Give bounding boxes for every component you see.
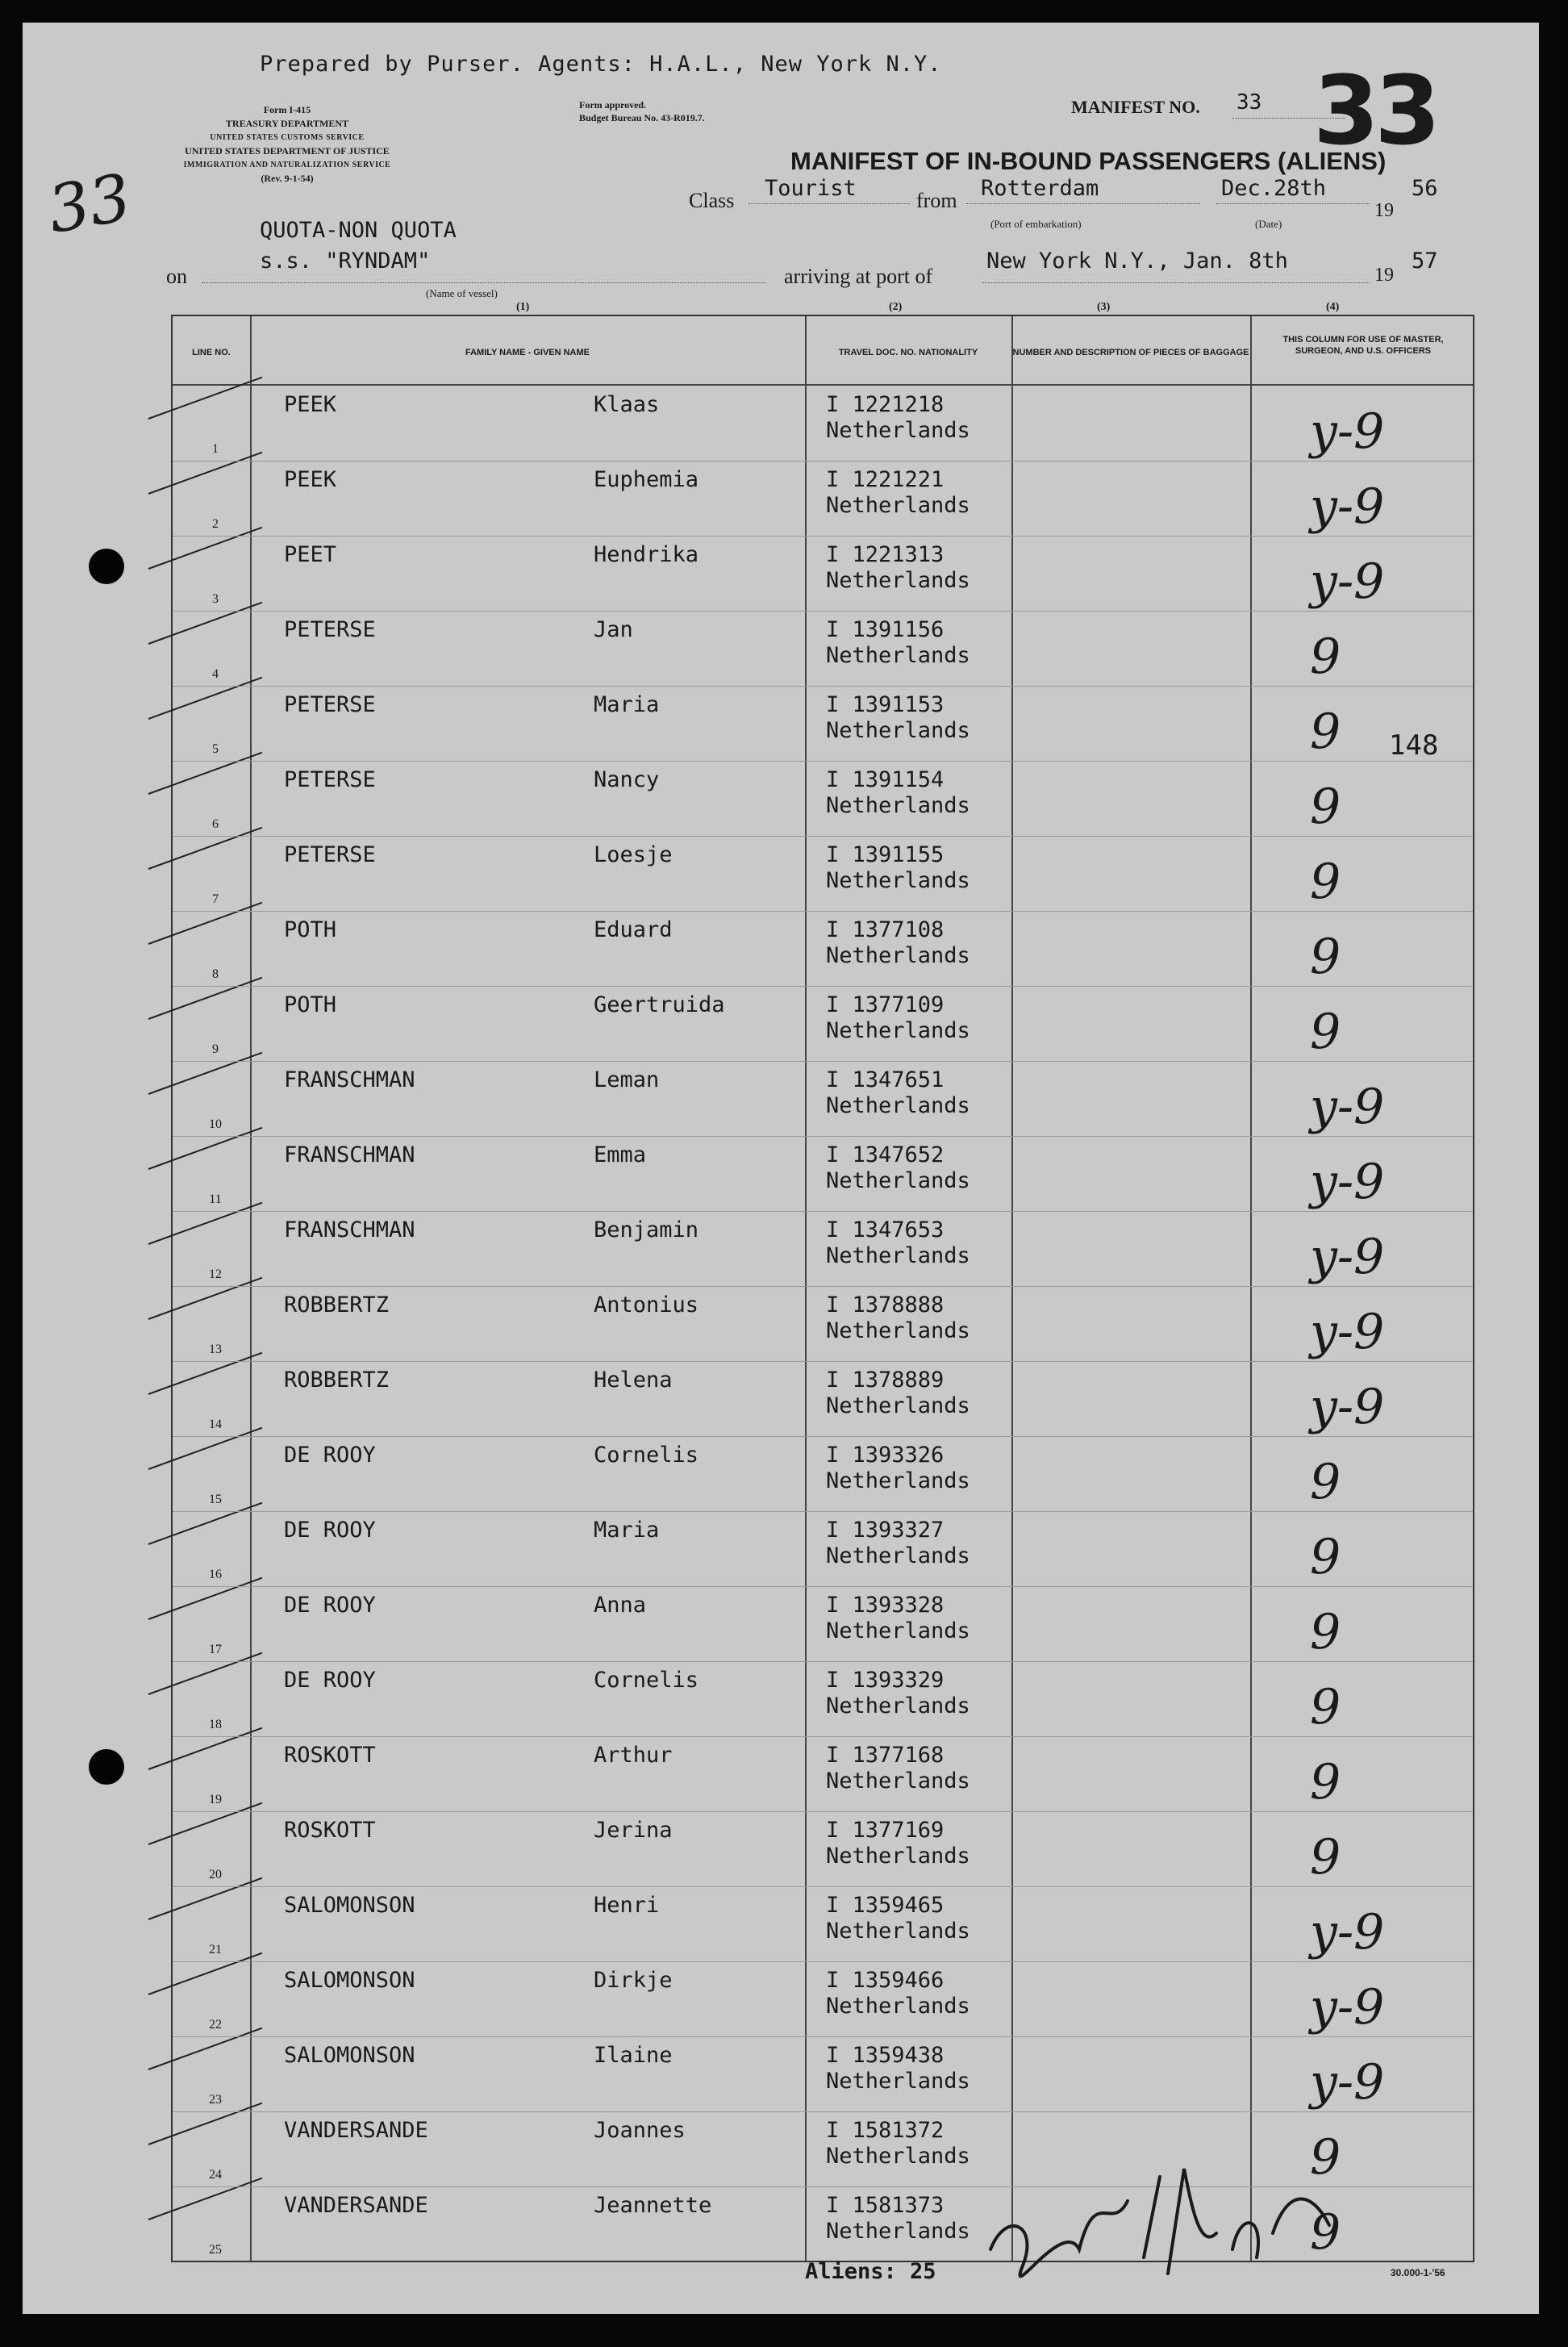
embarkation-year-prefix: 19	[1374, 200, 1394, 221]
officer-mark: 9	[1310, 929, 1341, 985]
on-label: on	[166, 265, 187, 288]
embarkation-year-suffix: 56	[1412, 176, 1438, 201]
travel-doc-no: I 1359438	[826, 2043, 945, 2068]
travel-doc-no: I 1391154	[826, 767, 945, 792]
table-row	[173, 1811, 1473, 1886]
given-name: Jerina	[594, 1818, 673, 1843]
officer-mark: 9	[1310, 1679, 1341, 1735]
travel-doc-no: I 1377168	[826, 1743, 945, 1768]
family-name: PETERSE	[284, 842, 376, 867]
family-name: POTH	[284, 992, 337, 1017]
table-row	[173, 1511, 1473, 1586]
given-name: Joannes	[594, 2118, 686, 2143]
officer-mark: y-9	[1310, 1379, 1385, 1435]
form-revision: (Rev. 9-1-54)	[261, 173, 314, 184]
line-number: 8	[212, 967, 219, 981]
nationality: Netherlands	[826, 1769, 970, 1794]
officer-mark: 9	[1310, 704, 1341, 760]
travel-doc-no: I 1391153	[826, 692, 945, 717]
quota-line: QUOTA-NON QUOTA	[260, 218, 457, 243]
nationality: Netherlands	[826, 1468, 970, 1493]
nationality: Netherlands	[826, 1844, 970, 1869]
line-number: 12	[209, 1267, 222, 1281]
officer-mark: 9	[1310, 1454, 1341, 1510]
family-name: DE ROOY	[284, 1668, 376, 1693]
line-number: 6	[212, 817, 219, 831]
line-number: 19	[209, 1793, 222, 1806]
line-number: 24	[209, 2168, 222, 2182]
given-name: Maria	[594, 1518, 660, 1543]
officer-mark: y-9	[1310, 1229, 1385, 1285]
treasury-dept: TREASURY DEPARTMENT	[225, 118, 349, 129]
given-name: Eduard	[594, 917, 673, 942]
line-number: 2	[212, 517, 219, 531]
nationality: Netherlands	[826, 418, 970, 443]
travel-doc-no: I 1393326	[826, 1443, 945, 1468]
line-number: 10	[209, 1117, 222, 1131]
officer-mark: 9	[1310, 1529, 1341, 1585]
travel-doc-no: I 1378889	[826, 1368, 945, 1393]
arrival-year-prefix: 19	[1374, 265, 1394, 286]
family-name: PEEK	[284, 467, 337, 492]
officer-mark: y-9	[1310, 1304, 1385, 1360]
family-name: ROBBERTZ	[284, 1368, 390, 1393]
travel-doc-no: I 1347652	[826, 1142, 945, 1167]
form-approval-block	[579, 98, 705, 124]
table-row	[173, 1586, 1473, 1661]
arriving-label: arriving at port of	[784, 265, 933, 288]
nationality: Netherlands	[826, 1393, 970, 1418]
line-number: 14	[209, 1418, 222, 1431]
arrival-port-date: New York N.Y., Jan. 8th	[986, 248, 1288, 274]
table-row	[173, 1661, 1473, 1736]
nationality: Netherlands	[826, 568, 970, 593]
given-name: Antonius	[594, 1293, 699, 1318]
nationality: Netherlands	[826, 2144, 970, 2169]
given-name: Helena	[594, 1368, 673, 1393]
family-name: VANDERSANDE	[284, 2118, 428, 2143]
given-name: Klaas	[594, 392, 660, 417]
header-officers: THIS COLUMN FOR USE OF MASTER, SURGEON, AND U.S. OFFICERS	[1282, 335, 1444, 356]
nationality: Netherlands	[826, 1093, 970, 1118]
punch-hole-bottom	[89, 1749, 124, 1785]
passenger-table	[171, 315, 1474, 2262]
manifest-no-label: MANIFEST NO.	[1071, 97, 1200, 117]
officer-mark: y-9	[1310, 1079, 1385, 1135]
nationality: Netherlands	[826, 943, 970, 968]
officer-mark: y-9	[1310, 553, 1385, 610]
officer-mark: y-9	[1310, 403, 1385, 460]
form-code: 30.000-1-'56	[1391, 2267, 1445, 2278]
nationality: Netherlands	[826, 643, 970, 668]
form-agency-block	[166, 103, 408, 186]
side-number: 148	[1389, 729, 1439, 762]
family-name: DE ROOY	[284, 1593, 376, 1618]
travel-doc-no: I 1347653	[826, 1217, 945, 1242]
inspector-signature	[974, 2088, 1362, 2298]
given-name: Emma	[594, 1142, 647, 1167]
port-caption: (Port of embarkation)	[990, 218, 1082, 230]
travel-doc-no: I 1221221	[826, 467, 945, 492]
given-name: Ilaine	[594, 2043, 673, 2068]
travel-doc-no: I 1393327	[826, 1518, 945, 1543]
customs-service: UNITED STATES CUSTOMS SERVICE	[210, 133, 365, 142]
given-name: Cornelis	[594, 1443, 699, 1468]
table-row	[173, 1886, 1473, 1961]
class-value: Tourist	[765, 176, 857, 201]
nationality: Netherlands	[826, 1693, 970, 1718]
vessel-name: s.s. "RYNDAM"	[260, 248, 431, 274]
line-number: 25	[209, 2243, 222, 2257]
table-row	[173, 386, 1473, 461]
nationality: Netherlands	[826, 1018, 970, 1043]
form-approved: Form approved.	[579, 99, 647, 111]
given-name: Hendrika	[594, 542, 699, 567]
travel-doc-no: I 1393329	[826, 1668, 945, 1693]
family-name: ROSKOTT	[284, 1743, 376, 1768]
margin-number: 33	[42, 159, 137, 248]
budget-bureau: Budget Bureau No. 43-R019.7.	[579, 112, 705, 123]
given-name: Arthur	[594, 1743, 673, 1768]
vessel-caption: (Name of vessel)	[426, 287, 498, 299]
nationality: Netherlands	[826, 868, 970, 893]
travel-doc-no: I 1393328	[826, 1593, 945, 1618]
given-name: Leman	[594, 1067, 660, 1092]
nationality: Netherlands	[826, 1318, 970, 1343]
table-row	[173, 1361, 1473, 1436]
punch-hole-top	[89, 549, 124, 584]
family-name: PETERSE	[284, 617, 376, 642]
table-row	[173, 986, 1473, 1061]
col-number-4: (4)	[1326, 301, 1340, 313]
travel-doc-no: I 1581372	[826, 2118, 945, 2143]
officer-mark: 9	[1310, 1754, 1341, 1810]
embarkation-date: Dec.28th	[1221, 176, 1327, 201]
given-name: Nancy	[594, 767, 660, 792]
justice-dept: UNITED STATES DEPARTMENT OF JUSTICE	[185, 145, 390, 157]
nationality: Netherlands	[826, 1618, 970, 1643]
officer-mark: y-9	[1310, 1979, 1385, 2036]
nationality: Netherlands	[826, 2219, 970, 2244]
given-name: Jan	[594, 617, 633, 642]
line-number: 9	[212, 1042, 219, 1056]
travel-doc-no: I 1581373	[826, 2193, 945, 2218]
arrival-year-suffix: 57	[1412, 248, 1438, 274]
family-name: ROSKOTT	[284, 1818, 376, 1843]
line-number: 18	[209, 1718, 222, 1731]
line-number: 16	[209, 1568, 222, 1581]
col-number-2: (2)	[889, 301, 903, 313]
officer-mark: 9	[1310, 2204, 1341, 2261]
col-number-1: (1)	[516, 301, 530, 313]
family-name: SALOMONSON	[284, 2043, 415, 2068]
officer-mark: y-9	[1310, 1904, 1385, 1961]
check-tick	[148, 377, 263, 420]
family-name: DE ROOY	[284, 1443, 376, 1468]
header-baggage: NUMBER AND DESCRIPTION OF PIECES OF BAGGAGE	[1012, 348, 1249, 357]
line-number: 13	[209, 1343, 222, 1356]
line-number: 15	[209, 1493, 222, 1506]
manifest-title: MANIFEST OF IN-BOUND PASSENGERS (ALIENS)	[790, 147, 1387, 175]
line-number: 20	[209, 1868, 222, 1881]
nationality: Netherlands	[826, 1543, 970, 1568]
table-row	[173, 1286, 1473, 1361]
manifest-no-stamp: 33	[1313, 55, 1437, 166]
officer-mark: 9	[1310, 854, 1341, 910]
travel-doc-no: I 1391155	[826, 842, 945, 867]
travel-doc-no: I 1377109	[826, 992, 945, 1017]
header-travel-doc: TRAVEL DOC. NO. NATIONALITY	[838, 348, 978, 357]
travel-doc-no: I 1378888	[826, 1293, 945, 1318]
date-caption: (Date)	[1255, 218, 1282, 230]
given-name: Cornelis	[594, 1668, 699, 1693]
travel-doc-no: I 1391156	[826, 617, 945, 642]
given-name: Henri	[594, 1893, 660, 1918]
immigration-service: IMMIGRATION AND NATURALIZATION SERVICE	[183, 161, 391, 169]
col-number-3: (3)	[1097, 301, 1111, 313]
table-row	[173, 1211, 1473, 1286]
family-name: VANDERSANDE	[284, 2193, 428, 2218]
family-name: SALOMONSON	[284, 1893, 415, 1918]
nationality: Netherlands	[826, 1919, 970, 1944]
travel-doc-no: I 1377169	[826, 1818, 945, 1843]
line-number: 17	[209, 1643, 222, 1656]
table-row	[173, 611, 1473, 686]
manifest-no-typed: 33	[1236, 90, 1262, 115]
officer-mark: 9	[1310, 1604, 1341, 1660]
nationality: Netherlands	[826, 1243, 970, 1268]
table-row	[173, 1961, 1473, 2036]
table-row	[173, 1061, 1473, 1136]
table-row	[173, 836, 1473, 911]
family-name: FRANSCHMAN	[284, 1217, 415, 1242]
officer-mark: y-9	[1310, 2054, 1385, 2111]
officer-mark: y-9	[1310, 478, 1385, 535]
family-name: PETERSE	[284, 692, 376, 717]
form-number: Form I-415	[263, 104, 311, 115]
line-number: 5	[212, 742, 219, 756]
travel-doc-no: I 1359465	[826, 1893, 945, 1918]
line-number: 22	[209, 2018, 222, 2032]
port-of-embarkation: Rotterdam	[981, 176, 1099, 201]
family-name: FRANSCHMAN	[284, 1142, 415, 1167]
header-line-no: LINE NO.	[192, 348, 231, 357]
nationality: Netherlands	[826, 718, 970, 743]
family-name: DE ROOY	[284, 1518, 376, 1543]
line-number: 11	[209, 1192, 222, 1206]
given-name: Euphemia	[594, 467, 699, 492]
family-name: PEEK	[284, 392, 337, 417]
family-name: FRANSCHMAN	[284, 1067, 415, 1092]
travel-doc-no: I 1347651	[826, 1067, 945, 1092]
table-row	[173, 911, 1473, 986]
table-row	[173, 1136, 1473, 1211]
table-row	[173, 761, 1473, 836]
officer-mark: 9	[1310, 629, 1341, 685]
officer-mark: 9	[1310, 779, 1341, 835]
given-name: Dirkje	[594, 1968, 673, 1993]
line-number: 1	[212, 442, 219, 456]
given-name: Maria	[594, 692, 660, 717]
line-number: 7	[212, 892, 219, 906]
nationality: Netherlands	[826, 493, 970, 518]
from-label: from	[916, 189, 957, 212]
nationality: Netherlands	[826, 2069, 970, 2094]
given-name: Geertruida	[594, 992, 725, 1017]
given-name: Jeannette	[594, 2193, 712, 2218]
table-row	[173, 1736, 1473, 1811]
travel-doc-no: I 1377108	[826, 917, 945, 942]
prepared-by-line: Prepared by Purser. Agents: H.A.L., New York N.Y.	[260, 52, 942, 77]
travel-doc-no: I 1221313	[826, 542, 945, 567]
officer-mark: 9	[1310, 1829, 1341, 1886]
given-name: Benjamin	[594, 1217, 699, 1242]
family-name: PETERSE	[284, 767, 376, 792]
officer-mark: y-9	[1310, 1154, 1385, 1210]
officer-mark: 9	[1310, 1004, 1341, 1060]
line-number: 21	[209, 1943, 222, 1957]
nationality: Netherlands	[826, 1168, 970, 1193]
table-row	[173, 686, 1473, 761]
family-name: ROBBERTZ	[284, 1293, 390, 1318]
manifest-page	[23, 23, 1539, 2314]
line-number: 23	[209, 2093, 222, 2107]
family-name: POTH	[284, 917, 337, 942]
table-row	[173, 536, 1473, 611]
family-name: SALOMONSON	[284, 1968, 415, 1993]
aliens-total: Aliens: 25	[805, 2259, 936, 2284]
nationality: Netherlands	[826, 793, 970, 818]
family-name: PEET	[284, 542, 337, 567]
given-name: Anna	[594, 1593, 647, 1618]
header-name: FAMILY NAME - GIVEN NAME	[465, 348, 590, 357]
travel-doc-no: I 1359466	[826, 1968, 945, 1993]
line-number: 4	[212, 667, 219, 681]
line-number: 3	[212, 592, 219, 606]
travel-doc-no: I 1221218	[826, 392, 945, 417]
class-label: Class	[689, 189, 735, 212]
officer-mark: 9	[1310, 2129, 1341, 2186]
nationality: Netherlands	[826, 1994, 970, 2019]
table-row	[173, 461, 1473, 536]
table-row	[173, 1436, 1473, 1511]
given-name: Loesje	[594, 842, 673, 867]
